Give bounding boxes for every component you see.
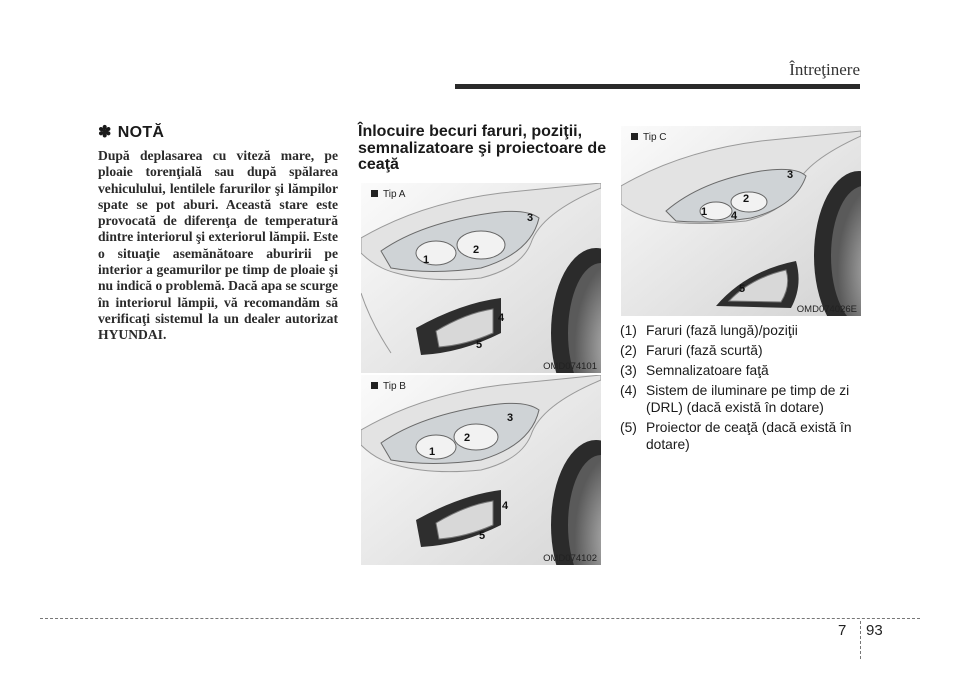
list-item: (1) Faruri (fază lungă)/poziţii — [620, 323, 798, 338]
figure-tag: Tip C — [631, 132, 667, 143]
parts-list — [620, 322, 870, 456]
figure-code: OMD074026E — [796, 304, 857, 315]
headlight-illustration-c — [621, 126, 861, 316]
callout-3: 3 — [527, 212, 534, 224]
callout-1: 1 — [701, 206, 708, 218]
figure-tag: Tip B — [371, 381, 406, 392]
page-number: 93 — [866, 622, 883, 639]
header-rule — [455, 84, 860, 89]
list-item: (4) Sistem de iluminare pe timp de zi (DRL) (dacă există în dotare) — [620, 383, 850, 415]
callout-4: 4 — [731, 210, 738, 222]
callout-5: 5 — [476, 339, 483, 351]
square-bullet-icon — [371, 382, 378, 389]
headlight-illustration-a — [361, 183, 601, 373]
note-body: După deplasarea cu viteză mare, pe ploaie torenţială sau după spălarea vehiculului, lentilele farurilor şi lămpilor spate se pot aburi. Această stare este provocată de diferenţa de temperatură dintre interiorul şi exteriorul lămpii. Este o situaţie asemănătoare aburirii pe interior a geamurilor pe timp de ploaie şi nu indică o problemă. Dacă apa se scurge în interiorul lămpii, vă recomandăm să verificaţi sistemul la un dealer autorizat HYUNDAI. — [98, 148, 338, 343]
chapter-number: 7 — [838, 622, 847, 639]
footer-divider — [40, 618, 920, 619]
section-title: Înlocuire becuri faruri, poziţii, semnalizatoare şi proiectoare de ceaţă — [358, 123, 607, 173]
callout-1: 1 — [423, 254, 430, 266]
list-item: (5) Proiector de ceaţă (dacă există în dotare) — [620, 420, 852, 452]
figure-code: OMD074102 — [543, 553, 597, 564]
figure-tag: Tip A — [371, 189, 405, 200]
chapter-title: Întreţinere — [789, 60, 860, 79]
callout-3: 3 — [787, 169, 794, 181]
square-bullet-icon — [631, 133, 638, 140]
note-heading — [98, 122, 164, 142]
callout-5: 5 — [739, 283, 746, 295]
headlight-illustration-b — [361, 375, 601, 565]
figure-tip-c — [621, 126, 861, 316]
callout-2: 2 — [473, 244, 480, 256]
list-item: (2) Faruri (fază scurtă) — [620, 343, 763, 358]
callout-2: 2 — [464, 432, 471, 444]
square-bullet-icon — [371, 190, 378, 197]
page-number-separator — [860, 621, 861, 659]
list-item: (3) Semnalizatoare faţă — [620, 363, 769, 378]
callout-5: 5 — [479, 530, 486, 542]
callout-4: 4 — [498, 312, 505, 324]
callout-4: 4 — [502, 500, 509, 512]
figure-tip-b — [361, 375, 601, 565]
figure-code: OMD074101 — [543, 361, 597, 372]
figure-tip-a — [361, 183, 601, 373]
note-title: NOTĂ — [117, 124, 165, 141]
note-star-icon: ✽ — [98, 124, 112, 141]
callout-1: 1 — [429, 446, 436, 458]
callout-2: 2 — [743, 193, 750, 205]
callout-3: 3 — [507, 412, 514, 424]
